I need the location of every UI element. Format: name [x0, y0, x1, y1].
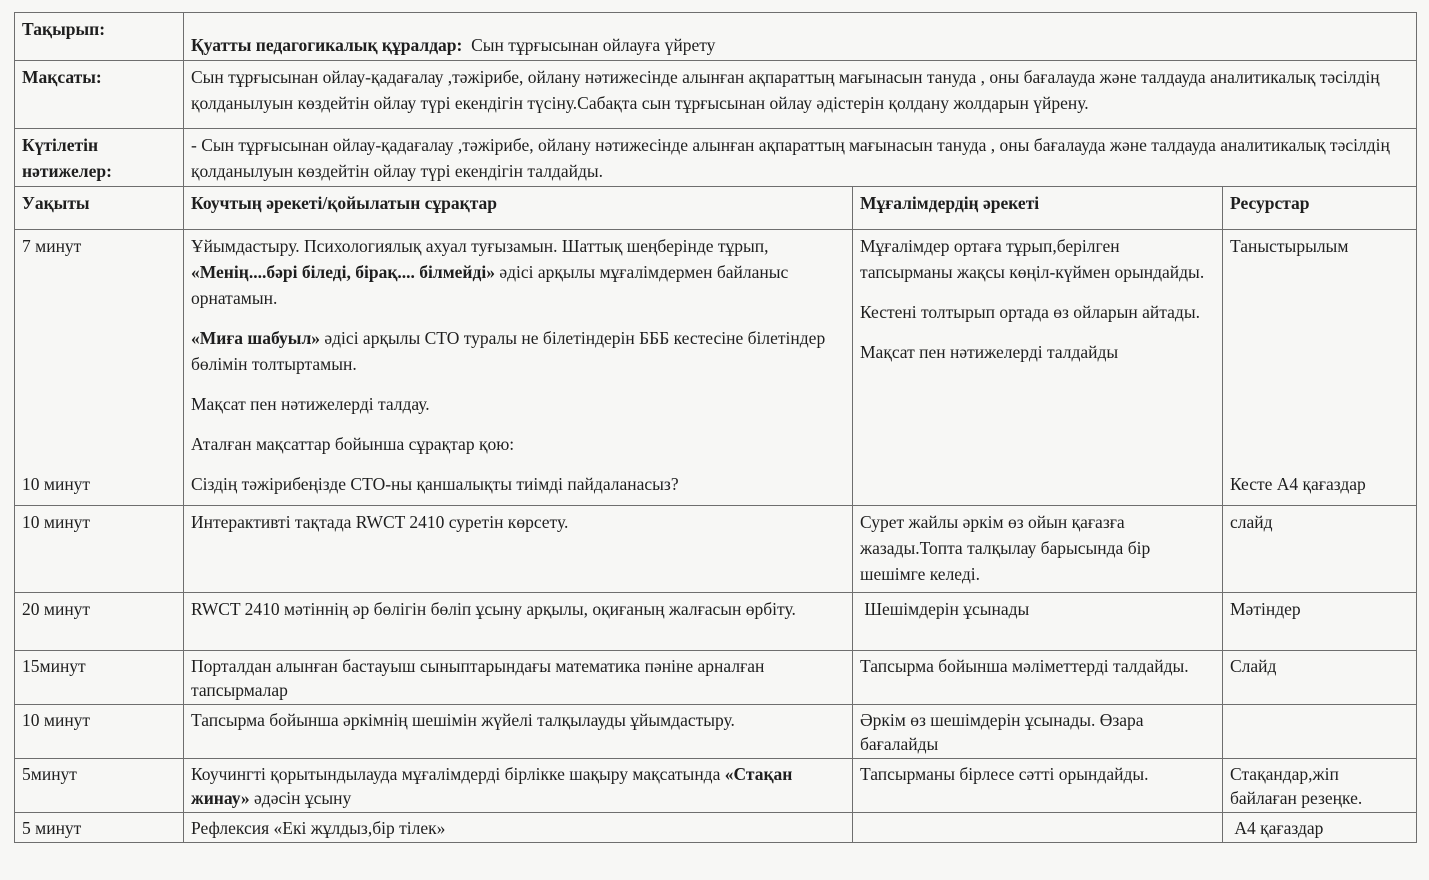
- coach-paragraph: Аталған мақсаттар бойынша сұрақтар қою:: [191, 434, 515, 454]
- table-row: [15, 651, 1417, 705]
- coach-cell: RWCT 2410 мәтіннің әр бөлігін бөліп ұсыну арқылы, оқиғаның жалғасын өрбіту.: [184, 593, 853, 651]
- text-span: Ұйымдастыру. Психологиялық ахуал туғызамын. Шаттық шеңберінде тұрып,: [191, 236, 769, 256]
- table-row: [15, 705, 1417, 759]
- table-row: [15, 759, 1417, 813]
- coach-paragraph: Мақсат пен нәтижелерді талдау.: [191, 394, 430, 414]
- teachers-cell: Тапсырманы бірлесе сәтті орындайды.: [853, 759, 1223, 813]
- text-span: әдәсін ұсыну: [249, 788, 352, 808]
- resource-value: Таныстырылым: [1230, 236, 1349, 256]
- coach-cell: [184, 759, 853, 813]
- teachers-cell: [853, 813, 1223, 843]
- time-cell: 5 минут: [15, 813, 184, 843]
- resources-cell: Стақандар,жіп байлаған резеңке.: [1223, 759, 1417, 813]
- teachers-paragraph: Кестені толтырып ортада өз ойларын айтады.: [860, 302, 1200, 322]
- teachers-cell: Тапсырма бойынша мәліметтерді талдайды.: [853, 651, 1223, 705]
- col-header-teachers: Мұғалімдердің әрекеті: [853, 187, 1223, 230]
- goal-text: Сын тұрғысынан ойлау-қадағалау ,тәжірибе, ойлану нәтижесінде алынған ақпараттың мағынасын тануда , оны бағалауда және талдауда аналитикалық тәсілдің қолданылуын көздейтін ойлау түрі екендігін түсіну.Сабақта сын тұрғысынан ойлау әдістерін қолдану жолдарын үйрену.: [184, 61, 1417, 129]
- col-header-resources: Ресурстар: [1223, 187, 1417, 230]
- resources-cell: [1223, 230, 1417, 506]
- table-row: [15, 506, 1417, 593]
- teachers-paragraph: Мақсат пен нәтижелерді талдайды: [860, 342, 1119, 362]
- coach-cell: Интерактивті тақтада RWCT 2410 суретін көрсету.: [184, 506, 853, 593]
- coach-cell: [184, 230, 853, 506]
- teachers-cell: Шешімдерін ұсынады: [853, 593, 1223, 651]
- text-span: әдісі арқылы мұғалімдермен байланыс орнатамын.: [191, 262, 789, 308]
- teachers-cell: Сурет жайлы әркім өз ойын қағазға жазады.Топта талқылау барысында бір шешімге келеді.: [853, 506, 1223, 593]
- goal-row: [15, 61, 1417, 129]
- teachers-paragraph: Мұғалімдер ортаға тұрып,берілген тапсырманы жақсы көңіл-күймен орындайды.: [860, 236, 1205, 282]
- teachers-cell: Әркім өз шешімдерін ұсынады. Өзара бағалайды: [853, 705, 1223, 759]
- topic-label: Тақырып:: [15, 13, 184, 61]
- topic-value: [184, 13, 1417, 61]
- resources-cell: [1223, 705, 1417, 759]
- teachers-cell: [853, 230, 1223, 506]
- time-cell: 20 минут: [15, 593, 184, 651]
- time-cell: 15минут: [15, 651, 184, 705]
- resources-cell: Мәтіндер: [1223, 593, 1417, 651]
- column-header-row: [15, 187, 1417, 230]
- lesson-plan-page: [14, 12, 1416, 843]
- expected-label-line1: Күтілетін: [22, 135, 99, 155]
- resources-cell: Слайд: [1223, 651, 1417, 705]
- text-span: Коучингті қорытындылауда мұғалімдерді бірлікке шақыру мақсатында: [191, 764, 725, 784]
- goal-label: Мақсаты:: [15, 61, 184, 129]
- col-header-coach: Коучтың әрекеті/қойылатын сұрақтар: [184, 187, 853, 230]
- text-span: әдісі арқылы СТО туралы не білетіндерін БББ кестесіне білетіндер бөлімін толтыртамын.: [191, 328, 826, 374]
- expected-results-row: [15, 129, 1417, 187]
- col-header-time: Уақыты: [15, 187, 184, 230]
- topic-bold: Қуатты педагогикалық құралдар:: [191, 35, 463, 55]
- time-cell: 10 минут: [15, 506, 184, 593]
- time-value: 7 минут: [22, 236, 82, 256]
- table-row: [15, 593, 1417, 651]
- table-row: [15, 230, 1417, 506]
- time-value-2: 10 минут: [22, 474, 91, 494]
- table-row: [15, 813, 1417, 843]
- method-name: «Менің....бәрі біледі, бірақ.... білмейді»: [191, 262, 495, 282]
- time-cell: 5минут: [15, 759, 184, 813]
- time-cell: [15, 230, 184, 506]
- coach-cell: Порталдан алынған бастауыш сыныптарындағы математика пәніне арналған тапсырмалар: [184, 651, 853, 705]
- time-cell: 10 минут: [15, 705, 184, 759]
- coach-paragraph: Сіздің тәжірибеңізде СТО-ны қаншалықты тиімді пайдаланасыз?: [191, 474, 679, 494]
- resource-value-2: Кесте А4 қағаздар: [1230, 474, 1366, 494]
- lesson-plan-table: [14, 12, 1417, 843]
- coach-paragraph: [191, 325, 846, 377]
- coach-paragraph: [191, 233, 846, 311]
- resources-cell: А4 қағаздар: [1223, 813, 1417, 843]
- method-name: «Миға шабуыл»: [191, 328, 321, 348]
- resources-cell: слайд: [1223, 506, 1417, 593]
- topic-text: Сын тұрғысынан ойлауға үйрету: [471, 35, 716, 55]
- coach-cell: Рефлексия «Екі жұлдыз,бір тілек»: [184, 813, 853, 843]
- expected-label: [15, 129, 184, 187]
- topic-row: [15, 13, 1417, 61]
- coach-cell: Тапсырма бойынша әркімнің шешімін жүйелі талқылауды ұйымдастыру.: [184, 705, 853, 759]
- expected-text: - Сын тұрғысынан ойлау-қадағалау ,тәжірибе, ойлану нәтижесінде алынған ақпараттың мағынасын тануда , оны бағалауда және талдауда аналитикалық тәсілдің қолданылуын көздейтін ойлау түрі екендігін талдайды.: [184, 129, 1417, 187]
- method-name: «Стақан жинау»: [191, 764, 793, 808]
- expected-label-line2: нәтижелер:: [22, 161, 112, 181]
